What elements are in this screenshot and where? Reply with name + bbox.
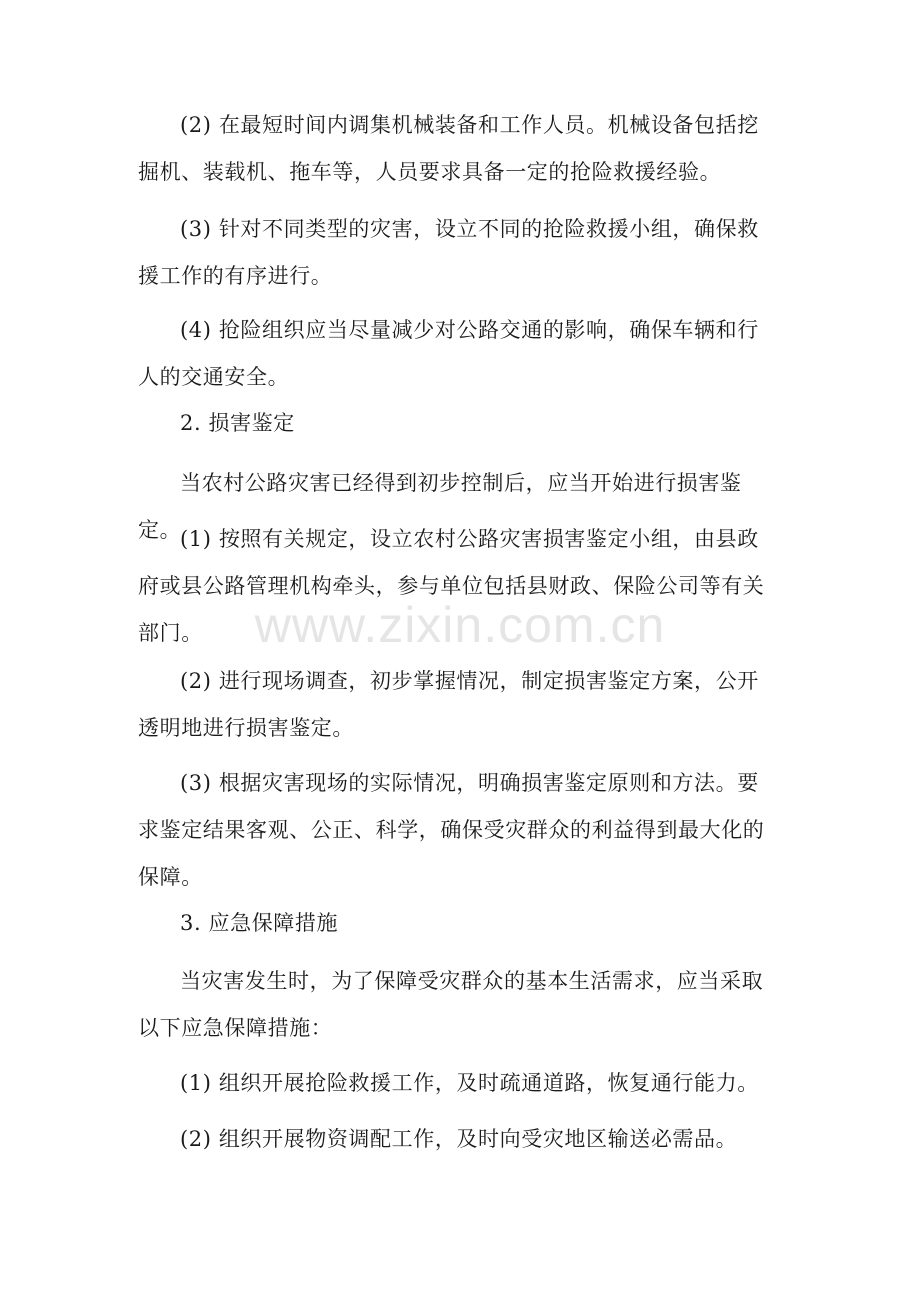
paragraph-rescue-work: (1) 组织开展抢险救援工作，及时疏通道路，恢复通行能力。 (180, 1071, 759, 1095)
paragraph-site-survey: (2) 进行现场调查，初步掌握情况，制定损害鉴定方案，公开透明地进行损害鉴定。 (138, 669, 759, 740)
paragraph-equipment-personnel: (2) 在最短时间内调集机械装备和工作人员。机械设备包括挖掘机、装载机、拖车等，人员要求具备一定的抢险救援经验。 (138, 113, 759, 184)
section-heading-damage-assessment: 2. 损害鉴定 (180, 411, 295, 435)
paragraph-assessment-intro: 当农村公路灾害已经得到初步控制后，应当开始进行损害鉴定。 (138, 471, 742, 542)
paragraph-assessment-team: (1) 按照有关规定，设立农村公路灾害损害鉴定小组，由县政府或县公路管理机构牵头，参与单位包括县财政、保险公司等有关部门。 (138, 527, 765, 645)
paragraph-traffic-impact: (4) 抢险组织应当尽量减少对公路交通的影响，确保车辆和行人的交通安全。 (138, 318, 759, 389)
paragraph-measures-intro: 当灾害发生时，为了保障受灾群众的基本生活需求，应当采取以下应急保障措施： (138, 969, 764, 1040)
paragraph-supplies: (2) 组织开展物资调配工作，及时向受灾地区输送必需品。 (180, 1127, 738, 1151)
section-heading-emergency-measures: 3. 应急保障措施 (180, 911, 339, 935)
paragraph-assessment-principles: (3) 根据灾害现场的实际情况，明确损害鉴定原则和方法。要求鉴定结果客观、公正、科学，确保受灾群众的利益得到最大化的保障。 (138, 771, 765, 889)
paragraph-rescue-groups: (3) 针对不同类型的灾害，设立不同的抢险救援小组，确保救援工作的有序进行。 (138, 217, 759, 288)
watermark: www.zixin.com.cn (254, 597, 666, 653)
